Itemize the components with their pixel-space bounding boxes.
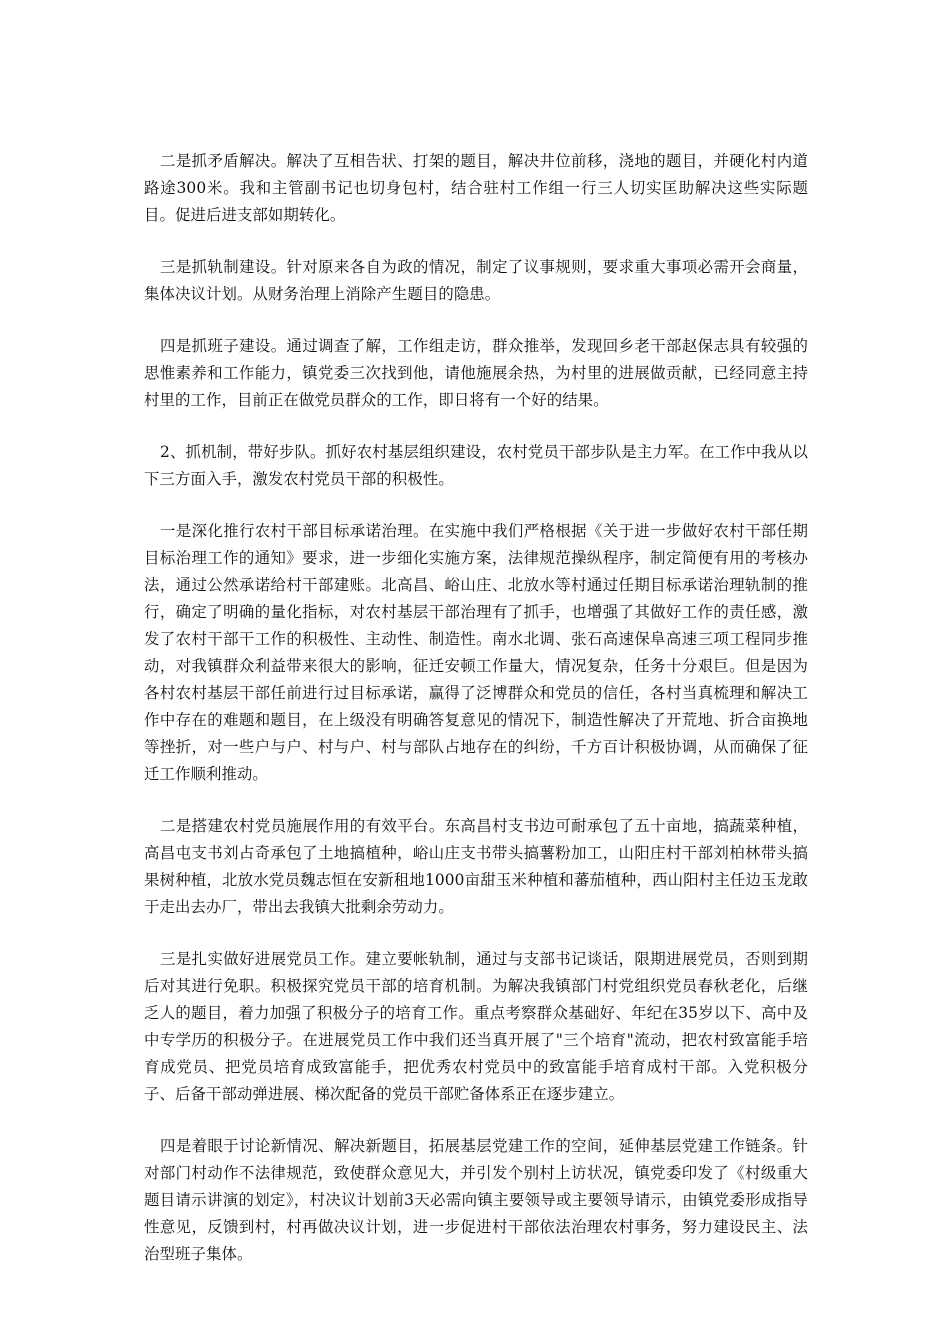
paragraph-team-building: 四是抓班子建设。通过调查了解，工作组走访，群众推举，发现回乡老干部赵保志具有较强的思惟素养和工作能力，镇党委三次找到他，请他施展余热，为村里的进展做贡献，已经同意主持村里的工作，目前正在做党员群众的工作，即日将有一个好的结果。 (144, 337, 808, 409)
paragraph-contradiction-resolution: 二是抓矛盾解决。解决了互相告状、打架的题目，解决井位前移，浇地的题目，并硬化村内道路途300米。我和主管副书记也切身包村，结合驻村工作组一行三人切实匡助解决这些实际题目。促进后进支部如期转化。 (144, 152, 808, 224)
paragraph-party-member-platform: 二是搭建农村党员施展作用的有效平台。东高昌村支书边可耐承包了五十亩地，搞蔬菜种植，高昌屯支书刘占奇承包了土地搞植种，峪山庄支书带头搞薯粉加工，山阳庄村干部刘柏林带头搞果树种植，北放水党员魏志恒在安新租地1000亩甜玉米种植和蕃茄植种，西山阳村主任边玉龙敢于走出去办厂，带出去我镇大批剩余劳动力。 (144, 817, 808, 916)
paragraph-new-situations: 四是着眼于讨论新情况、解决新题目，拓展基层党建工作的空间，延伸基层党建工作链条。针对部门村动作不法律规范，致使群众意见大，并引发个别村上访状况，镇党委印发了《村级重大题目请示讲演的划定》，村决议计划前3天必需向镇主要领导或主要领导请示，由镇党委形成指导性意见，反馈到村，村再做决议计划，进一步促进村干部依法治理农村事务，努力建设民主、法治型班子集体。 (144, 1137, 808, 1263)
paragraph-party-development: 三是扎实做好进展党员工作。建立要帐轨制，通过与支部书记谈话，限期进展党员，否则到期后对其进行免职。积极探究党员干部的培育机制。为解决我镇部门村党组织党员春秋老化，后继乏人的题目，着力加强了积极分子的培育工作。重点考察群众基础好、年纪在35岁以下、高中及中专学历的积极分子。在进展党员工作中我们还当真开展了"三个培育"流动，把农村致富能手培育成党员、把党员培育成致富能手，把优秀农村党员中的致富能手培育成村干部。入党积极分子、后备干部动弹进展、梯次配备的党员干部贮备体系正在逐步建立。 (144, 950, 808, 1103)
paragraph-mechanism: 2、抓机制，带好步队。抓好农村基层组织建设，农村党员干部步队是主力军。在工作中我从以下三方面入手，激发农村党员干部的积极性。 (144, 443, 808, 488)
paragraph-system-building: 三是抓轨制建设。针对原来各自为政的情况，制定了议事规则，要求重大事项必需开会商量，集体决议计划。从财务治理上消除产生题目的隐患。 (144, 258, 808, 303)
document-body (144, 148, 808, 1293)
paragraph-target-commitment: 一是深化推行农村干部目标承诺治理。在实施中我们严格根据《关于进一步做好农村干部任期目标治理工作的通知》要求，进一步细化实施方案，法律规范操纵程序，制定简便有用的考核办法，通过公然承诺给村干部建账。北高昌、峪山庄、北放水等村通过任期目标承诺治理轨制的推行，确定了明确的量化指标，对农村基层干部治理有了抓手，也增强了其做好工作的责任感，激发了农村干部干工作的积极性、主动性、制造性。南水北调、张石高速保阜高速三项工程同步推动，对我镇群众利益带来很大的影响，征迁安顿工作量大，情况复杂，任务十分艰巨。但是因为各村农村基层干部任前进行过目标承诺，赢得了泛博群众和党员的信任，各村当真梳理和解决工作中存在的难题和题目，在上级没有明确答复意见的情况下，制造性解决了开荒地、折合亩换地等挫折，对一些户与户、村与户、村与部队占地存在的纠纷，千方百计积极协调，从而确保了征迁工作顺利推动。 (144, 522, 808, 783)
